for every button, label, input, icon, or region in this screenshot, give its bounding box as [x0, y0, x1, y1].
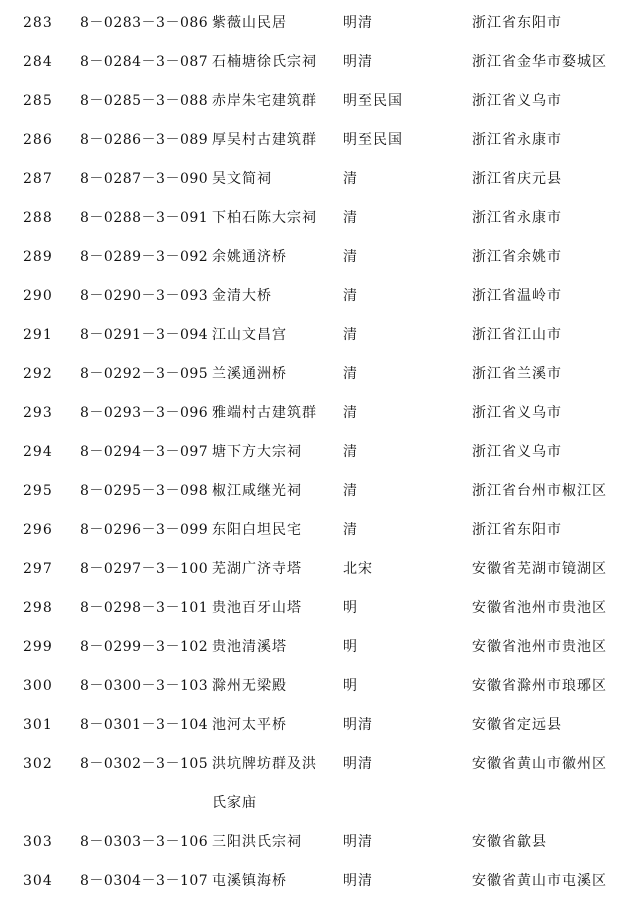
row-location: 安徽省芜湖市镜湖区: [472, 561, 607, 577]
table-row: [0, 862, 640, 901]
table-row: [0, 277, 640, 316]
row-number: 283: [23, 15, 53, 31]
row-name: 赤岸朱宅建筑群: [212, 93, 317, 109]
row-number: 302: [23, 756, 53, 772]
row-number: 285: [23, 93, 53, 109]
row-location: 安徽省定远县: [472, 717, 562, 733]
row-code: 8－0298－3－101: [80, 600, 209, 616]
row-name: 兰溪通洲桥: [212, 366, 287, 382]
table-row: [0, 706, 640, 745]
table-row: [0, 472, 640, 511]
row-name: 芜湖广济寺塔: [212, 561, 302, 577]
table-row: [0, 4, 640, 43]
row-name: 贵池百牙山塔: [212, 600, 302, 616]
row-code: 8－0284－3－087: [80, 54, 209, 70]
row-name: 塘下方大宗祠: [212, 444, 302, 460]
row-name: 金清大桥: [212, 288, 272, 304]
row-code: 8－0303－3－106: [80, 834, 209, 850]
row-number: 299: [23, 639, 53, 655]
row-location: 浙江省余姚市: [472, 249, 562, 265]
row-name: 江山文昌宫: [212, 327, 287, 343]
row-location: 浙江省江山市: [472, 327, 562, 343]
row-era: 明清: [343, 756, 373, 772]
row-number: 304: [23, 873, 53, 889]
table-row: [0, 238, 640, 277]
row-name: 吴文简祠: [212, 171, 272, 187]
row-number: 294: [23, 444, 53, 460]
row-code: 8－0304－3－107: [80, 873, 209, 889]
row-location: 安徽省黄山市屯溪区: [472, 873, 607, 889]
table-row: [0, 550, 640, 589]
row-number: 297: [23, 561, 53, 577]
row-era: 清: [343, 405, 358, 421]
row-era: 清: [343, 171, 358, 187]
row-code: 8－0301－3－104: [80, 717, 209, 733]
table-row: [0, 433, 640, 472]
row-location: 浙江省永康市: [472, 132, 562, 148]
row-era: 北宋: [343, 561, 373, 577]
row-code: 8－0292－3－095: [80, 366, 209, 382]
row-code: 8－0285－3－088: [80, 93, 209, 109]
row-era: 清: [343, 288, 358, 304]
row-location: 浙江省庆元县: [472, 171, 562, 187]
row-location: 浙江省兰溪市: [472, 366, 562, 382]
row-code: 8－0288－3－091: [80, 210, 209, 226]
row-code: 8－0290－3－093: [80, 288, 209, 304]
row-code: 8－0294－3－097: [80, 444, 209, 460]
row-era: 明至民国: [343, 93, 403, 109]
row-code: 8－0302－3－105: [80, 756, 209, 772]
row-era: 清: [343, 327, 358, 343]
row-name: 滁州无梁殿: [212, 678, 287, 694]
table-row: [0, 511, 640, 550]
row-code: 8－0286－3－089: [80, 132, 209, 148]
table-row: [0, 121, 640, 160]
row-location: 浙江省永康市: [472, 210, 562, 226]
row-name: 紫薇山民居: [212, 15, 287, 31]
table-row: [0, 667, 640, 706]
row-era: 清: [343, 522, 358, 538]
table-row: [0, 160, 640, 199]
row-number: 303: [23, 834, 53, 850]
row-era: 明清: [343, 717, 373, 733]
table-row: [0, 745, 640, 823]
row-name: 厚吴村古建筑群: [212, 132, 317, 148]
row-location: 浙江省义乌市: [472, 444, 562, 460]
row-era: 清: [343, 249, 358, 265]
row-name: 东阳白坦民宅: [212, 522, 302, 538]
row-era: 明清: [343, 54, 373, 70]
row-location: 安徽省歙县: [472, 834, 547, 850]
row-number: 286: [23, 132, 53, 148]
table-row: [0, 394, 640, 433]
row-era: 明清: [343, 15, 373, 31]
row-number: 284: [23, 54, 53, 70]
row-number: 293: [23, 405, 53, 421]
row-era: 清: [343, 210, 358, 226]
row-number: 292: [23, 366, 53, 382]
row-number: 289: [23, 249, 53, 265]
row-era: 清: [343, 444, 358, 460]
row-location: 安徽省池州市贵池区: [472, 639, 607, 655]
row-number: 301: [23, 717, 53, 733]
table-row: [0, 823, 640, 862]
row-code: 8－0295－3－098: [80, 483, 209, 499]
table-row: [0, 316, 640, 355]
row-number: 290: [23, 288, 53, 304]
row-era: 明: [343, 639, 358, 655]
row-name: 池河太平桥: [212, 717, 287, 733]
row-era: 明清: [343, 873, 373, 889]
row-era: 清: [343, 483, 358, 499]
row-name: 三阳洪氏宗祠: [212, 834, 302, 850]
row-location: 浙江省义乌市: [472, 93, 562, 109]
row-name: 椒江咸继光祠: [212, 483, 302, 499]
row-number: 296: [23, 522, 53, 538]
row-location: 浙江省义乌市: [472, 405, 562, 421]
row-name: 下柏石陈大宗祠: [212, 210, 317, 226]
row-code: 8－0287－3－090: [80, 171, 209, 187]
row-name: 雅端村古建筑群: [212, 405, 317, 421]
row-number: 300: [23, 678, 53, 694]
row-location: 安徽省滁州市琅琊区: [472, 678, 607, 694]
row-number: 298: [23, 600, 53, 616]
row-location: 浙江省温岭市: [472, 288, 562, 304]
table-row: [0, 199, 640, 238]
row-era: 明: [343, 678, 358, 694]
row-location: 浙江省台州市椒江区: [472, 483, 607, 499]
row-era: 明: [343, 600, 358, 616]
row-number: 291: [23, 327, 53, 343]
table-row: [0, 355, 640, 394]
row-code: 8－0297－3－100: [80, 561, 209, 577]
row-era: 明至民国: [343, 132, 403, 148]
row-era: 清: [343, 366, 358, 382]
table-row: [0, 82, 640, 121]
row-number: 295: [23, 483, 53, 499]
row-number: 288: [23, 210, 53, 226]
row-location: 浙江省东阳市: [472, 522, 562, 538]
row-name: 余姚通济桥: [212, 249, 287, 265]
table-row: [0, 43, 640, 82]
row-name: 贵池清溪塔: [212, 639, 287, 655]
row-code: 8－0293－3－096: [80, 405, 209, 421]
row-code: 8－0289－3－092: [80, 249, 209, 265]
row-era: 明清: [343, 834, 373, 850]
row-code: 8－0300－3－103: [80, 678, 209, 694]
row-name: 洪坑牌坊群及洪氏家庙: [212, 756, 317, 811]
row-location: 浙江省金华市婺城区: [472, 54, 607, 70]
table-row: [0, 589, 640, 628]
row-code: 8－0283－3－086: [80, 15, 209, 31]
row-name: 屯溪镇海桥: [212, 873, 287, 889]
row-code: 8－0291－3－094: [80, 327, 209, 343]
row-number: 287: [23, 171, 53, 187]
row-location: 安徽省池州市贵池区: [472, 600, 607, 616]
row-location: 安徽省黄山市徽州区: [472, 756, 607, 772]
row-code: 8－0299－3－102: [80, 639, 209, 655]
table-row: [0, 628, 640, 667]
row-location: 浙江省东阳市: [472, 15, 562, 31]
row-code: 8－0296－3－099: [80, 522, 209, 538]
row-name: 石楠塘徐氏宗祠: [212, 54, 317, 70]
